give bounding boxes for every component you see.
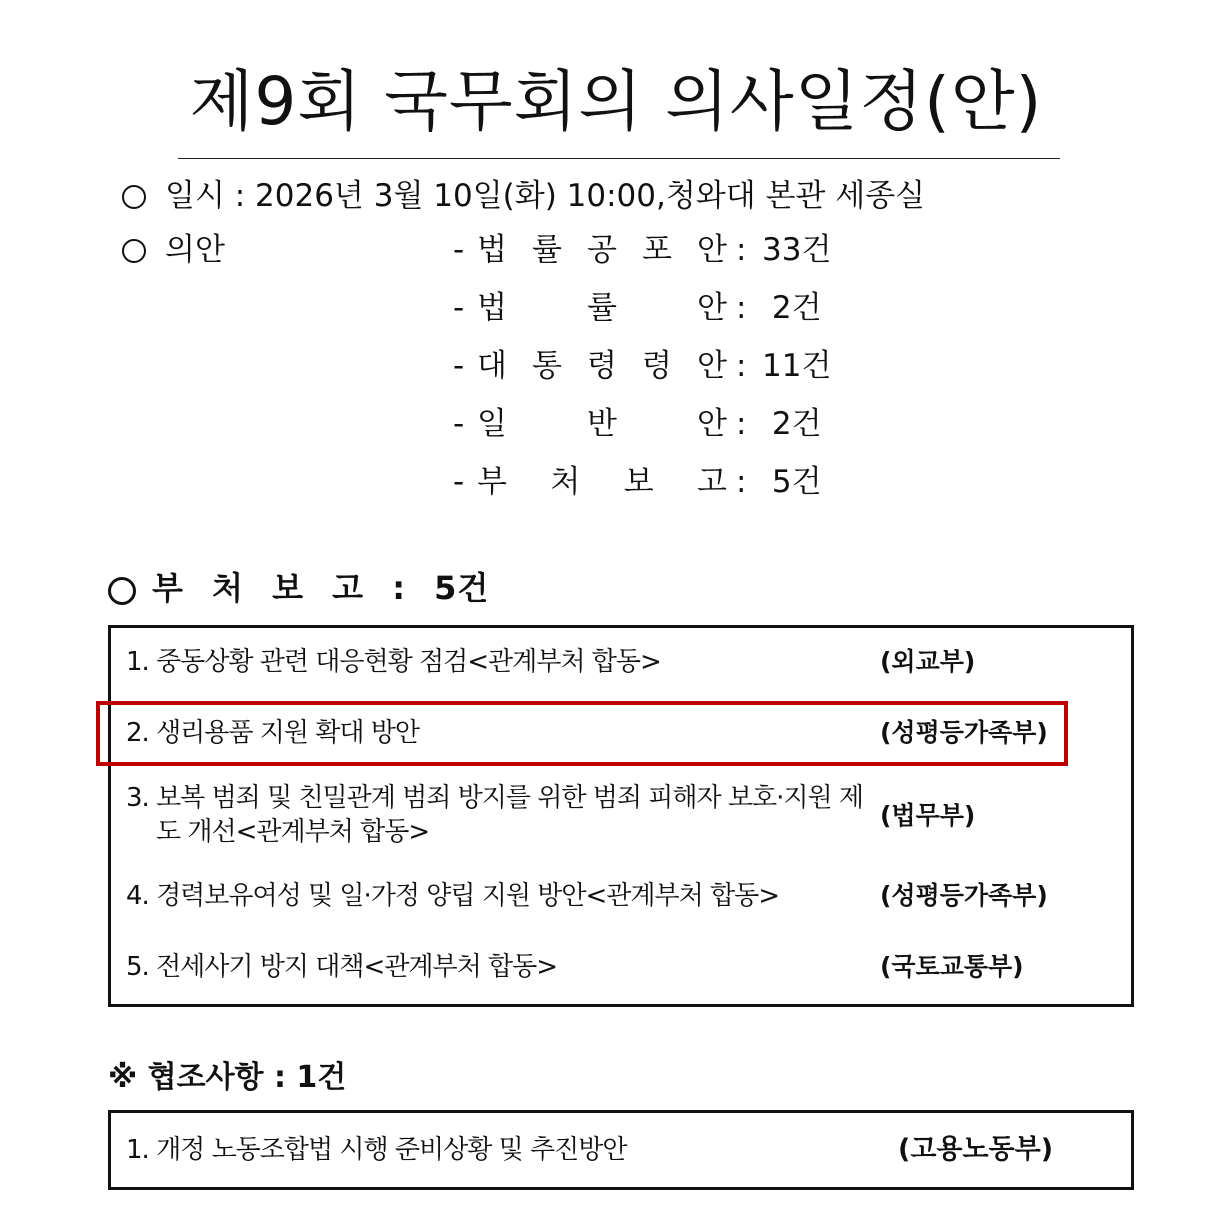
report-item — [126, 950, 557, 984]
agenda-colon: : — [736, 232, 747, 268]
bullet-circle-icon — [122, 185, 146, 209]
agenda-row-count: 2건 — [762, 290, 822, 326]
ministry-reports-heading: 부 처 보 고 : 5건 — [152, 569, 490, 607]
report-item — [126, 645, 661, 679]
agenda-label-char: 령 — [587, 348, 617, 384]
report-item-text-cont: 도 개선<관계부처 합동> — [156, 817, 430, 847]
report-item — [126, 781, 863, 849]
agenda-colon: : — [736, 348, 747, 384]
agenda-row-label — [477, 346, 727, 386]
agenda-label-char: 법 — [477, 232, 507, 268]
agenda-dash: - — [453, 290, 465, 326]
agenda-label: 의안 — [165, 232, 225, 268]
agenda-row-count: 5건 — [762, 464, 822, 500]
report-ministry: (국토교통부) — [880, 952, 1024, 981]
agenda-colon: : — [736, 464, 747, 500]
cooperation-item — [126, 1133, 626, 1167]
bullet-circle-icon — [122, 239, 146, 263]
cooperation-item-text: 1. 개정 노동조합법 시행 준비상황 및 추진방안 — [126, 1135, 627, 1165]
agenda-label-char: 공 — [587, 232, 617, 268]
agenda-label-char: 보 — [623, 464, 654, 500]
meeting-datetime: 일시 : 2026년 3월 10일(화) 10:00,청와대 본관 세종실 — [165, 178, 926, 214]
report-item-text: 5. 전세사기 방지 대책<관계부처 합동> — [126, 952, 558, 982]
agenda-row-label — [477, 404, 727, 444]
agenda-row-count: 2건 — [762, 406, 822, 442]
agenda-label-char: 통 — [532, 348, 562, 384]
agenda-colon: : — [736, 406, 747, 442]
agenda-row-count: 11건 — [762, 348, 832, 384]
agenda-label-char: 처 — [550, 464, 581, 500]
agenda-dash: - — [453, 232, 465, 268]
agenda-row-label — [477, 288, 727, 328]
agenda-label-char: 대 — [477, 348, 507, 384]
agenda-dash: - — [453, 406, 465, 442]
agenda-label-char: 법 — [477, 290, 507, 326]
report-item — [126, 716, 419, 750]
report-item-text: 1. 중동상황 관련 대응현황 점검<관계부처 합동> — [126, 647, 661, 677]
agenda-row-count: 33건 — [762, 232, 832, 268]
page-title: 제9회 국무회의 의사일정(안) — [189, 63, 1043, 140]
agenda-label-char: 안 — [697, 290, 727, 326]
title-divider — [178, 158, 1060, 159]
report-ministry: (성평등가족부) — [880, 881, 1048, 910]
agenda-label-char: 부 — [477, 464, 507, 500]
report-ministry: (성평등가족부) — [880, 718, 1048, 747]
agenda-label-char: 안 — [697, 232, 727, 268]
report-ministry: (법무부) — [880, 801, 976, 830]
agenda-label-char: 안 — [697, 406, 727, 442]
cooperation-ministry: (고용노동부) — [898, 1134, 1054, 1165]
agenda-label-char: 일 — [477, 406, 507, 442]
report-item — [126, 879, 779, 913]
agenda-label-char: 률 — [587, 290, 617, 326]
report-item-text: 3. 보복 범죄 및 친밀관계 범죄 방지를 위한 범죄 피해자 보호·지원 제 — [126, 783, 863, 813]
agenda-label-char: 안 — [697, 348, 727, 384]
agenda-row-label — [477, 230, 727, 270]
agenda-row-label — [477, 462, 727, 502]
cooperation-heading: ※ 협조사항 : 1건 — [108, 1060, 347, 1095]
report-item-text: 2. 생리용품 지원 확대 방안 — [126, 718, 420, 748]
agenda-dash: - — [453, 464, 465, 500]
report-ministry: (외교부) — [880, 647, 976, 676]
report-item-text: 4. 경력보유여성 및 일·가정 양립 지원 방안<관계부처 합동> — [126, 881, 780, 911]
agenda-dash: - — [453, 348, 465, 384]
agenda-colon: : — [736, 290, 747, 326]
agenda-label-char: 률 — [532, 232, 562, 268]
agenda-label-char: 반 — [587, 406, 617, 442]
agenda-label-char: 령 — [642, 348, 672, 384]
agenda-label-char: 포 — [642, 232, 672, 268]
agenda-label-char: 고 — [697, 464, 727, 500]
bullet-circle-icon — [108, 577, 136, 605]
